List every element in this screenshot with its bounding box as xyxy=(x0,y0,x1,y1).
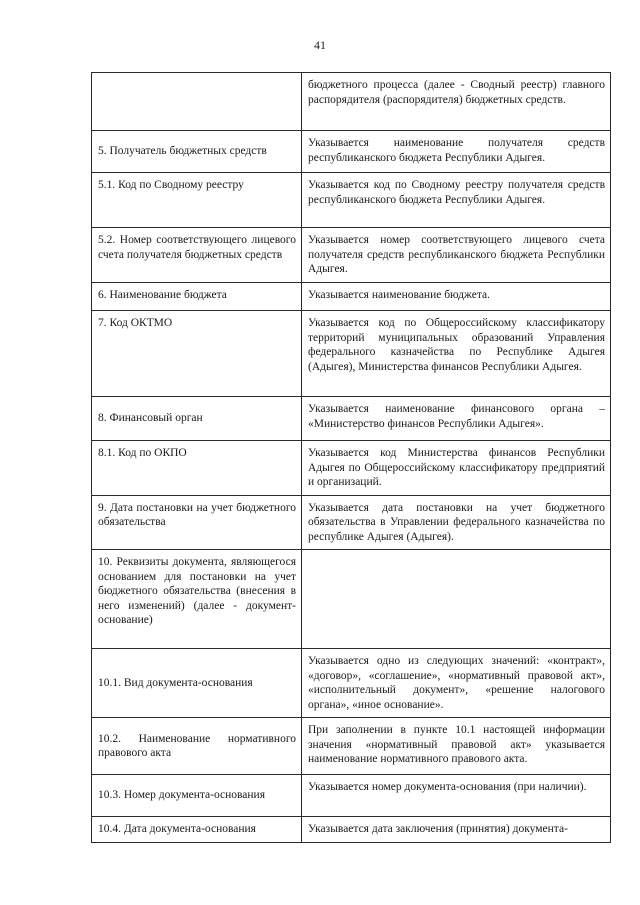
field-name-cell: 5. Получатель бюджетных средств xyxy=(92,131,302,173)
field-name-cell: 5.2. Номер соответствующего лицевого счета получателя бюджетных средств xyxy=(92,228,302,283)
field-description-cell: Указывается код Министерства финансов Республики Адыгея по Общероссийскому классификатору предприятий и организаций. xyxy=(302,441,611,496)
table-row xyxy=(92,283,611,311)
field-description-cell: Указывается код по Общероссийскому классификатору территорий муниципальных образований Управления федерального казначейства по Республике Адыгея (Адыгея), Министерства финансов Республики Адыгея. xyxy=(302,311,611,397)
table-row xyxy=(92,311,611,397)
field-description-cell: Указывается наименование бюджета. xyxy=(302,283,611,311)
table-row xyxy=(92,550,611,649)
table-row xyxy=(92,775,611,817)
table-row xyxy=(92,173,611,228)
field-name-cell: 8. Финансовый орган xyxy=(92,397,302,441)
requisites-table xyxy=(91,72,611,843)
table-row xyxy=(92,73,611,131)
field-description-cell: Указывается наименование получателя средств республиканского бюджета Республики Адыгея. xyxy=(302,131,611,173)
field-name-cell: 10.2. Наименование нормативного правового акта xyxy=(92,718,302,775)
field-description-cell: Указывается дата постановки на учет бюджетного обязательства в Управлении федерального казначейства по республике Адыгея (Адыгея). xyxy=(302,495,611,550)
field-name-cell: 7. Код ОКТМО xyxy=(92,311,302,397)
table-row xyxy=(92,131,611,173)
field-description-cell: бюджетного процесса (далее - Сводный реестр) главного распорядителя (распорядителя) бюджетных средств. xyxy=(302,73,611,131)
field-description-cell: Указывается одно из следующих значений: «контракт», «договор», «соглашение», «нормативный правовой акт», «исполнительный документ», «решение налогового органа», «иное основание». xyxy=(302,649,611,718)
field-description-cell: Указывается номер документа-основания (при наличии). xyxy=(302,775,611,817)
field-name-cell: 10. Реквизиты документа, являющегося основанием для постановки на учет бюджетного обязательства (внесения в него изменений) (далее - документ-основание) xyxy=(92,550,302,649)
field-name-cell: 10.4. Дата документа-основания xyxy=(92,817,302,843)
field-name-cell: 10.1. Вид документа-основания xyxy=(92,649,302,718)
field-description-cell: Указывается наименование финансового органа – «Министерство финансов Республики Адыгея». xyxy=(302,397,611,441)
table-row xyxy=(92,228,611,283)
field-description-cell: Указывается код по Сводному реестру получателя средств республиканского бюджета Республики Адыгея. xyxy=(302,173,611,228)
table-row xyxy=(92,495,611,550)
table-row xyxy=(92,441,611,496)
field-name-cell xyxy=(92,73,302,131)
field-description-cell: При заполнении в пункте 10.1 настоящей информации значения «нормативный правовой акт» указывается наименование нормативного правового акта. xyxy=(302,718,611,775)
field-name-cell: 5.1. Код по Сводному реестру xyxy=(92,173,302,228)
table-row xyxy=(92,397,611,441)
field-name-cell: 9. Дата постановки на учет бюджетного обязательства xyxy=(92,495,302,550)
field-description-cell: Указывается номер соответствующего лицевого счета получателя средств республиканского бюджета Республики Адыгея. xyxy=(302,228,611,283)
page-number: 41 xyxy=(314,38,326,52)
table-row xyxy=(92,649,611,718)
table-row xyxy=(92,718,611,775)
field-name-cell: 10.3. Номер документа-основания xyxy=(92,775,302,817)
field-name-cell: 8.1. Код по ОКПО xyxy=(92,441,302,496)
field-description-cell xyxy=(302,550,611,649)
table-row xyxy=(92,817,611,843)
field-name-cell: 6. Наименование бюджета xyxy=(92,283,302,311)
field-description-cell: Указывается дата заключения (принятия) документа- xyxy=(302,817,611,843)
